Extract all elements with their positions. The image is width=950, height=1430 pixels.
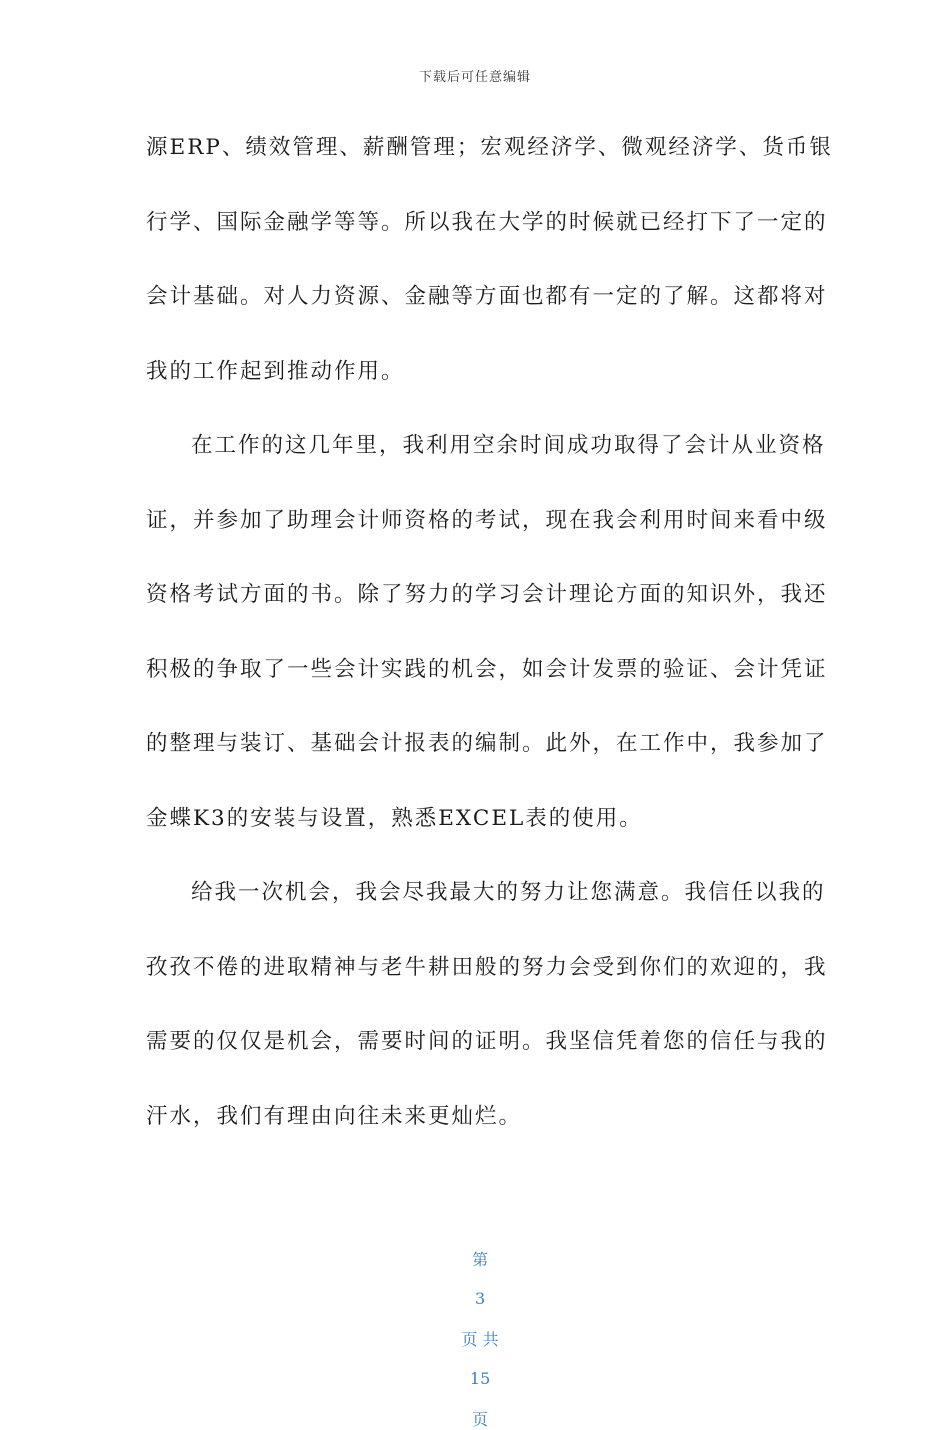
text-line: 源ERP、绩效管理、薪酬管理；宏观经济学、微观经济学、货币银 — [146, 135, 833, 160]
text-line: 给我一次机会，我会尽我最大的努力让您满意。我信任以我的 — [191, 880, 826, 905]
page-footer — [0, 1228, 950, 1430]
text-line: 的整理与装订、基础会计报表的编制。此外，在工作中，我参加了 — [146, 731, 828, 756]
document-body — [146, 121, 833, 1164]
text-line: 金蝶K3的安装与设置，熟悉EXCEL表的使用。 — [146, 805, 643, 831]
total-pages: 15 — [469, 1369, 491, 1388]
text-line: 会计基础。对人力资源、金融等方面也都有一定的了解。这都将对 — [146, 284, 828, 309]
paragraph — [146, 419, 828, 866]
page-suffix: 页 — [472, 1410, 489, 1429]
page-mid: 页 共 — [461, 1330, 499, 1349]
text-line: 需要的仅仅是机会，需要时间的证明。我坚信凭着您的信任与我的 — [146, 1029, 828, 1054]
text-line: 证，并参加了助理会计师资格的考试，现在我会利用时间来看中级 — [146, 507, 828, 533]
text-line: 在工作的这几年里，我利用空余时间成功取得了会计从业资格 — [191, 433, 826, 458]
text-line: 资格考试方面的书。除了努力的学习会计理论方面的知识外，我还 — [146, 582, 828, 607]
text-line: 行学、国际金融学等等。所以我在大学的时候就已经打下了一定的 — [146, 209, 828, 235]
text-line: 我的工作起到推动作用。 — [146, 358, 405, 384]
text-line: 汗水，我们有理由向往未来更灿烂。 — [146, 1103, 523, 1129]
page-header: 下载后可任意编辑 — [418, 70, 531, 85]
page-prefix: 第 — [472, 1250, 489, 1269]
paragraph — [146, 121, 833, 419]
text-line: 积极的争取了一些会计实践的机会，如会计发票的验证、会计凭证 — [146, 656, 828, 682]
text-line: 孜孜不倦的进取精神与老牛耕田般的努力会受到你们的欢迎的，我 — [146, 954, 828, 980]
page-number: 3 — [474, 1289, 486, 1308]
paragraph — [146, 866, 828, 1164]
